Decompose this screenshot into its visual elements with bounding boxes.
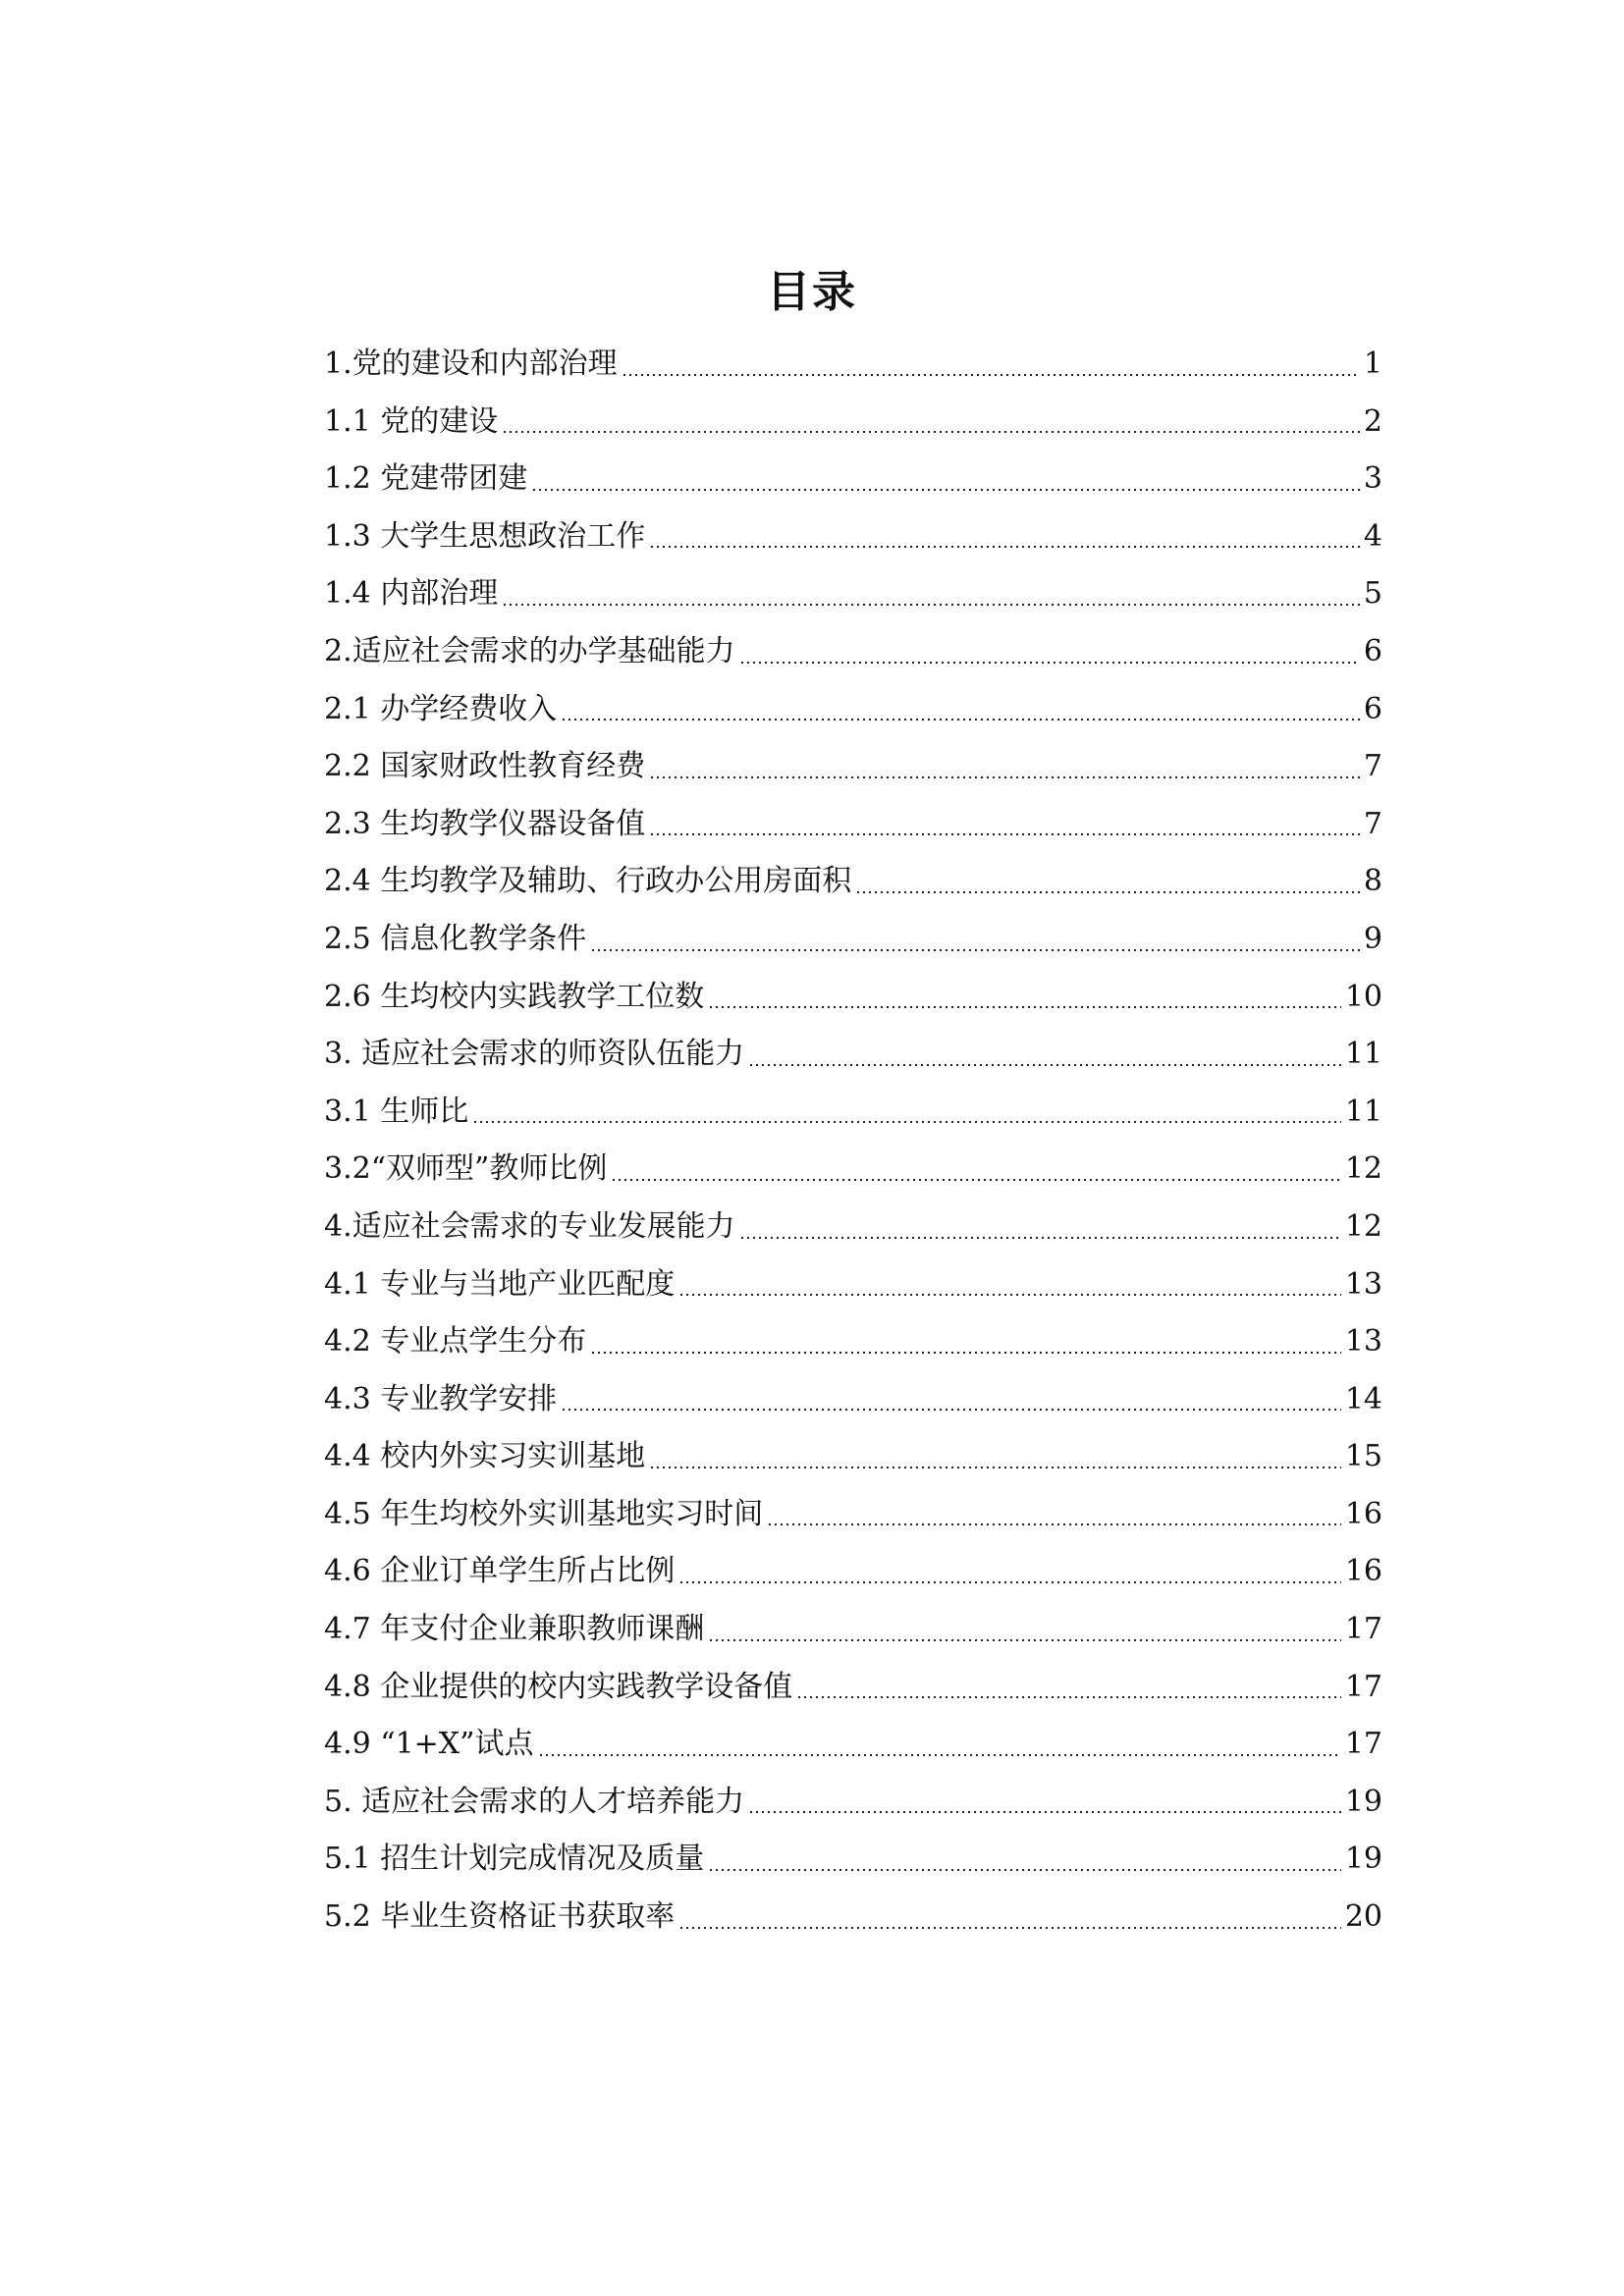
toc-dot-leader — [767, 1522, 1341, 1526]
toc-entry[interactable] — [324, 1889, 1382, 1947]
toc-entry-page-number: 1 — [1363, 347, 1382, 381]
toc-entry[interactable] — [324, 508, 1382, 566]
toc-dot-leader — [502, 603, 1360, 607]
toc-entry[interactable] — [324, 565, 1382, 623]
toc-entry[interactable] — [324, 1026, 1382, 1084]
toc-entry-page-number: 3 — [1363, 461, 1382, 497]
toc-dot-leader — [649, 545, 1360, 549]
toc-entry-page-number: 16 — [1344, 1554, 1382, 1589]
toc-entry-label: 1.4 内部治理 — [324, 576, 499, 612]
toc-entry[interactable] — [324, 623, 1382, 681]
toc-entry-label: 1.2 党建带团建 — [324, 461, 528, 497]
toc-dot-leader — [538, 1753, 1341, 1757]
toc-entry[interactable] — [324, 394, 1382, 452]
toc-entry-page-number: 2 — [1363, 403, 1382, 439]
toc-entry-page-number: 11 — [1344, 1037, 1382, 1072]
toc-dot-leader — [590, 948, 1360, 952]
toc-entry[interactable] — [324, 451, 1382, 508]
toc-dot-leader — [855, 890, 1360, 894]
toc-dot-leader — [748, 1810, 1341, 1814]
toc-entry[interactable] — [324, 1428, 1382, 1486]
toc-entry-label: 5.2 毕业生资格证书获取率 — [324, 1899, 676, 1935]
toc-entry[interactable] — [324, 1084, 1382, 1142]
toc-entry-label: 5. 适应社会需求的人才培养能力 — [324, 1784, 745, 1819]
toc-dot-leader — [649, 832, 1360, 836]
toc-dot-leader — [649, 775, 1360, 779]
toc-entry-label: 4.6 企业订单学生所占比例 — [324, 1554, 676, 1589]
toc-entry[interactable] — [324, 1601, 1382, 1659]
toc-entry-label: 4.9 “1+X”试点 — [324, 1727, 534, 1762]
toc-entry-page-number: 13 — [1344, 1324, 1382, 1360]
toc-entry-label: 5.1 招生计划完成情况及质量 — [324, 1842, 705, 1877]
toc-entry-label: 1.党的建设和内部治理 — [324, 347, 618, 381]
toc-entry-page-number: 11 — [1344, 1094, 1382, 1129]
toc-entry-label: 2.3 生均教学仪器设备值 — [324, 806, 646, 841]
toc-entry[interactable] — [324, 1141, 1382, 1199]
toc-entry[interactable] — [324, 1543, 1382, 1601]
toc-entry-label: 4.4 校内外实习实训基地 — [324, 1439, 646, 1474]
toc-dot-leader — [739, 1236, 1341, 1240]
toc-entry-label: 1.3 大学生思想政治工作 — [324, 518, 646, 554]
toc-entry[interactable] — [324, 853, 1382, 911]
toc-entry-page-number: 19 — [1344, 1842, 1382, 1877]
toc-entry-page-number: 4 — [1363, 518, 1382, 554]
toc-entry[interactable] — [324, 1371, 1382, 1429]
toc-dot-leader — [472, 1120, 1341, 1124]
toc-dot-leader — [611, 1178, 1340, 1182]
toc-entry-page-number: 10 — [1344, 979, 1382, 1014]
toc-entry[interactable] — [324, 1831, 1382, 1889]
toc-entry[interactable] — [324, 1486, 1382, 1544]
toc-entry-page-number: 6 — [1363, 691, 1382, 726]
toc-entry-label: 4.5 年生均校外实训基地实习时间 — [324, 1496, 764, 1531]
toc-entry[interactable] — [324, 969, 1382, 1027]
toc-entry-label: 4.7 年支付企业兼职教师课酬 — [324, 1612, 705, 1647]
toc-entry[interactable] — [324, 1256, 1382, 1314]
toc-entry-label: 4.2 专业点学生分布 — [324, 1324, 587, 1360]
toc-dot-leader — [708, 1005, 1341, 1009]
toc-entry-label: 3. 适应社会需求的师资队伍能力 — [324, 1037, 745, 1072]
toc-entry[interactable] — [324, 796, 1382, 854]
toc-entry[interactable] — [324, 1313, 1382, 1371]
toc-dot-leader — [678, 1293, 1341, 1297]
toc-dot-leader — [649, 1466, 1341, 1469]
toc-dot-leader — [502, 430, 1360, 434]
toc-entry-page-number: 6 — [1363, 633, 1382, 668]
toc-entry-label: 2.6 生均校内实践教学工位数 — [324, 979, 705, 1014]
toc-entry-label: 1.1 党的建设 — [324, 403, 499, 439]
toc-entry-page-number: 7 — [1363, 806, 1382, 841]
toc-dot-leader — [561, 718, 1360, 721]
toc-entry[interactable] — [324, 1774, 1382, 1832]
toc-entry-page-number: 7 — [1363, 749, 1382, 784]
toc-entry-label: 3.1 生师比 — [324, 1094, 469, 1129]
toc-entry-page-number: 17 — [1344, 1669, 1382, 1704]
toc-title: 目录 — [767, 267, 857, 317]
toc-entry-page-number: 8 — [1363, 864, 1382, 899]
toc-entry-label: 4.8 企业提供的校内实践教学设备值 — [324, 1669, 793, 1704]
toc-dot-leader — [748, 1063, 1341, 1067]
toc-entry-page-number: 5 — [1363, 576, 1382, 612]
toc-entry-page-number: 15 — [1344, 1439, 1382, 1474]
toc-entry-label: 2.4 生均教学及辅助、行政办公用房面积 — [324, 864, 852, 899]
toc-dot-leader — [796, 1695, 1341, 1699]
toc-entry-page-number: 14 — [1344, 1381, 1382, 1416]
toc-entry-page-number: 17 — [1344, 1612, 1382, 1647]
toc-dot-leader — [678, 1580, 1341, 1584]
toc-entry-label: 4.3 专业教学安排 — [324, 1381, 558, 1416]
toc-entry-label: 2.1 办学经费收入 — [324, 691, 558, 726]
toc-entry-label: 2.适应社会需求的办学基础能力 — [324, 633, 735, 668]
toc-entry-page-number: 16 — [1344, 1496, 1382, 1531]
toc-entry-label: 2.2 国家财政性教育经费 — [324, 749, 646, 784]
toc-entry-label: 3.2“双师型”教师比例 — [324, 1151, 608, 1187]
toc-list — [324, 336, 1382, 1947]
toc-entry-page-number: 20 — [1344, 1899, 1382, 1935]
toc-entry[interactable] — [324, 1716, 1382, 1774]
toc-dot-leader — [739, 661, 1360, 665]
toc-entry-page-number: 12 — [1344, 1208, 1382, 1244]
toc-entry-page-number: 9 — [1363, 921, 1382, 956]
toc-entry[interactable] — [324, 1659, 1382, 1717]
toc-dot-leader — [708, 1638, 1341, 1642]
toc-entry[interactable] — [324, 738, 1382, 796]
toc-entry-page-number: 12 — [1344, 1151, 1382, 1187]
toc-entry-page-number: 19 — [1344, 1784, 1382, 1819]
toc-dot-leader — [561, 1408, 1341, 1412]
toc-entry[interactable] — [324, 681, 1382, 739]
toc-entry[interactable] — [324, 1199, 1382, 1256]
toc-entry[interactable] — [324, 911, 1382, 969]
toc-dot-leader — [708, 1868, 1341, 1872]
toc-dot-leader — [590, 1351, 1341, 1355]
toc-dot-leader — [531, 488, 1360, 492]
toc-entry[interactable] — [324, 336, 1382, 394]
toc-entry-label: 4.适应社会需求的专业发展能力 — [324, 1208, 735, 1244]
toc-entry-page-number: 17 — [1344, 1727, 1382, 1762]
toc-entry-page-number: 13 — [1344, 1266, 1382, 1302]
toc-dot-leader — [678, 1926, 1341, 1930]
toc-entry-label: 4.1 专业与当地产业匹配度 — [324, 1266, 676, 1302]
toc-dot-leader — [622, 373, 1360, 377]
toc-entry-label: 2.5 信息化教学条件 — [324, 921, 587, 956]
